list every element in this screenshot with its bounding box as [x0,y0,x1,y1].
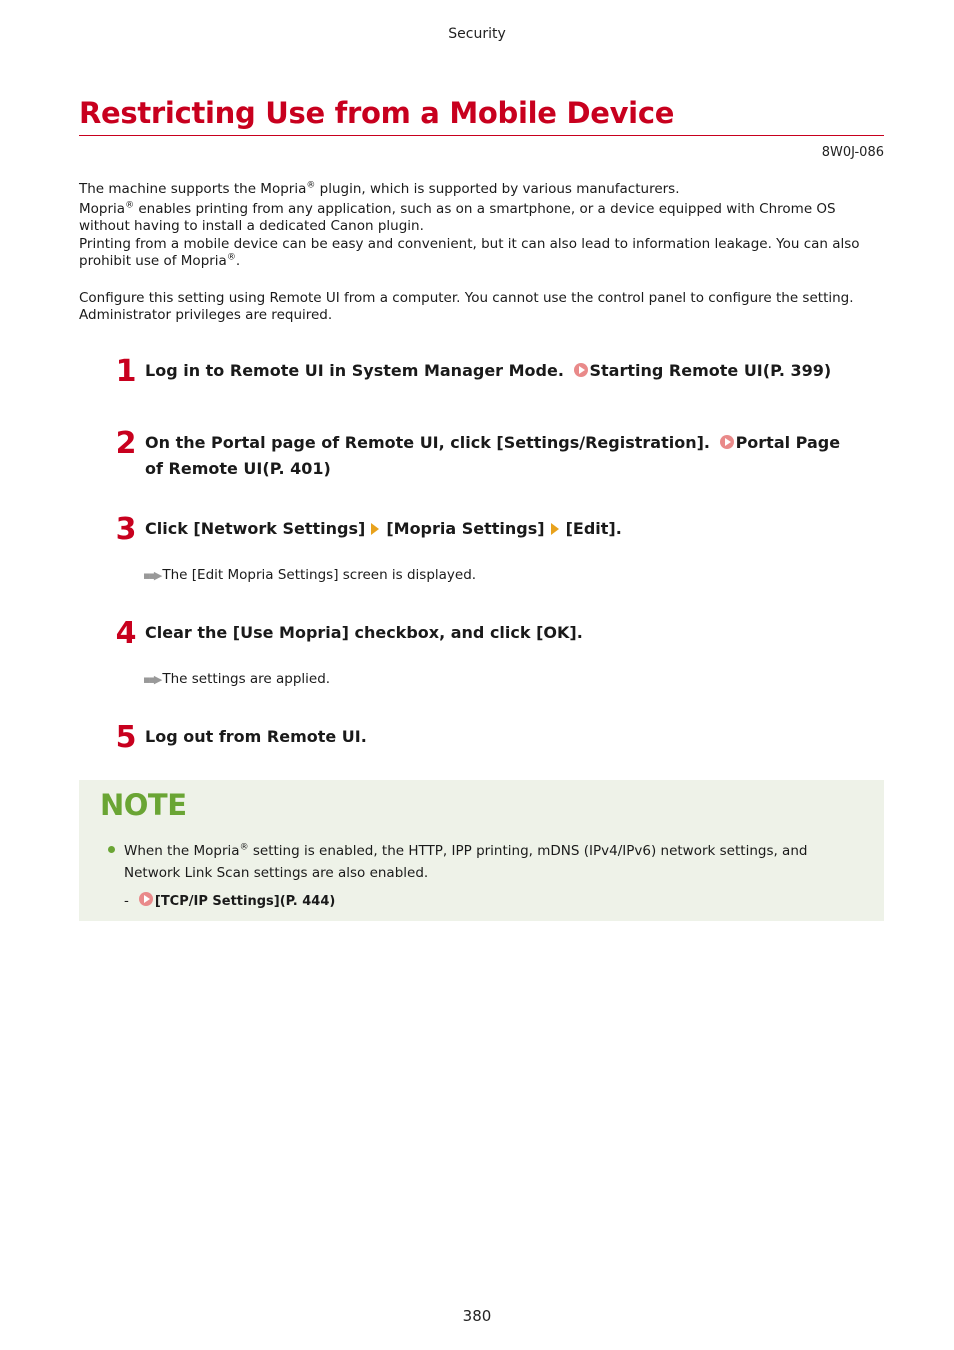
page-number: 380 [462,1307,492,1325]
note-reference: - [TCP/IP Settings](P. 444) [124,893,336,909]
step-number: 2 [115,426,137,461]
link-arrow-icon [139,892,153,906]
intro-paragraph-3: Printing from a mobile device can be easy and convenient, but it can also lead to information leakage. You can also prohibit use of Mopria®. [79,236,860,269]
page-title: Restricting Use from a Mobile Device [79,96,675,130]
step-instruction: Log out from Remote UI. [145,727,367,746]
step-number: 5 [115,720,137,755]
running-header: Security [448,26,506,42]
step-number: 1 [115,354,137,389]
step-3-result: ▪▪▶ The [Edit Mopria Settings] screen is displayed. [143,567,477,583]
result-arrow-icon: ▪▪▶ [143,569,161,582]
result-arrow-icon: ▪▪▶ [143,673,161,686]
step-instruction: Log in to Remote UI in System Manager Mode. Starting Remote UI(P. 399) [145,361,832,380]
tcp-ip-settings-link[interactable]: [TCP/IP Settings](P. 444) [139,894,335,909]
menu-arrow-icon [371,523,379,535]
step-number: 3 [115,512,137,547]
config-note: Configure this setting using Remote UI from a computer. You cannot use the control panel to configure the setting. Administrator privileges are required. [79,290,854,323]
note-text: When the Mopria® setting is enabled, the HTTP, IPP printing, mDNS (IPv4/IPv6) network settings, and Network Link Scan settings are also enabled. [124,842,808,881]
portal-page-link[interactable]: Portal Page of Remote UI(P. 401) [145,433,841,478]
intro-paragraph-1: The machine supports the Mopria® plugin, which is supported by various manufacturers. [79,180,680,197]
link-arrow-icon [574,363,588,377]
bullet-icon [108,846,115,853]
note-box [79,780,884,921]
step-4-result: ▪▪▶ The settings are applied. [143,671,331,687]
intro-paragraph-2: Mopria® enables printing from any application, such as on a smartphone, or a device equipped with Chrome OS without having to install a dedicated Canon plugin. [79,200,836,234]
document-id: 8W0J-086 [821,145,884,160]
step-instruction: Click [Network Settings] [Mopria Settings] [Edit]. [145,519,622,538]
menu-arrow-icon [551,523,559,535]
note-title: NOTE [100,788,187,822]
link-arrow-icon [720,435,734,449]
title-divider [79,135,884,136]
step-instruction: Clear the [Use Mopria] checkbox, and click [OK]. [145,623,583,642]
step-number: 4 [115,616,137,651]
step-instruction: On the Portal page of Remote UI, click [Settings/Registration]. Portal Page of Remote UI(P. 401) [145,433,841,478]
starting-remote-ui-link[interactable]: Starting Remote UI(P. 399) [570,361,832,380]
intro-text [79,181,869,270]
